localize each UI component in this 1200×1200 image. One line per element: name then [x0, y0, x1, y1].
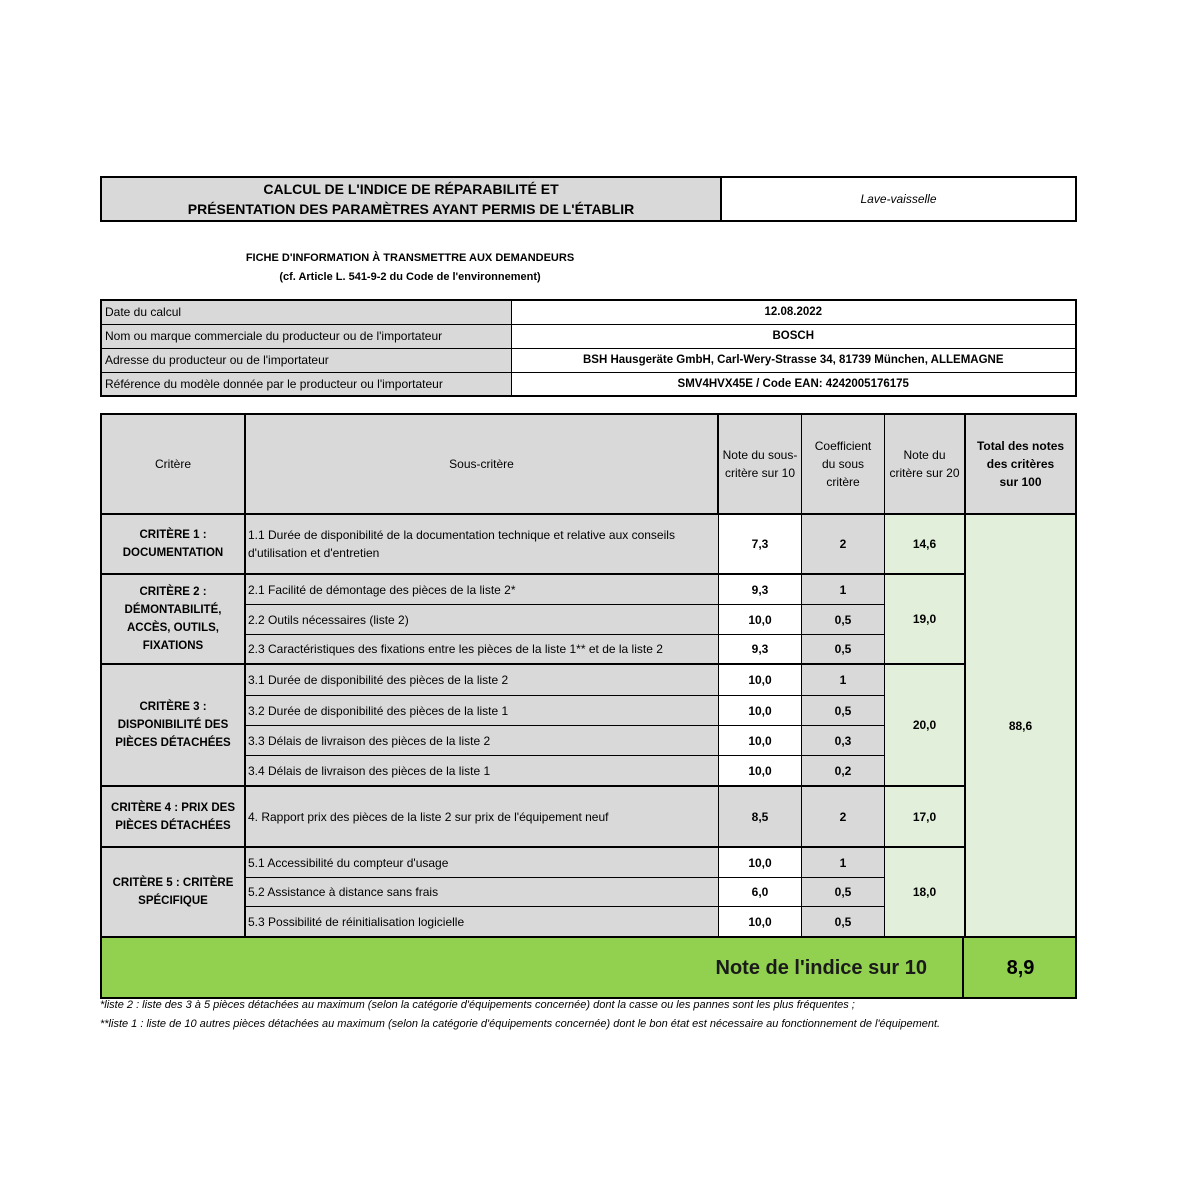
coef-3-2: 0,5	[802, 696, 885, 726]
criterion-2	[102, 575, 246, 665]
note-2-3: 9,3	[719, 635, 802, 665]
note-5-1: 10,0	[719, 848, 802, 878]
criterion-line: ACCÈS, OUTILS,	[126, 622, 219, 634]
header-line: Total des notes	[976, 439, 1065, 453]
note-5-2: 6,0	[719, 878, 802, 907]
header-total	[966, 415, 1075, 515]
criterion-4-score: 17,0	[885, 787, 966, 848]
sub-criterion-4: 4. Rapport prix des pièces de la liste 2 sur prix de l'équipement neuf	[246, 787, 719, 848]
note-5-3: 10,0	[719, 907, 802, 936]
score-table	[100, 413, 1077, 999]
coef-3-3: 0,3	[802, 726, 885, 756]
coef-4: 2	[802, 787, 885, 848]
criterion-1	[102, 515, 246, 575]
sub-criterion-5-3: 5.3 Possibilité de réinitialisation logicielle	[246, 907, 719, 936]
info-value: SMV4HVX45E / Code EAN: 4242005176175	[511, 372, 1076, 396]
coef-5-2: 0,5	[802, 878, 885, 907]
sub-criterion-line: 1.1 Durée de disponibilité de la documentation technique et relative aux conseils	[248, 528, 675, 542]
info-label: Adresse du producteur ou de l'importateur	[101, 348, 511, 372]
coef-5-1: 1	[802, 848, 885, 878]
header-coefficient	[802, 415, 885, 515]
sub-criterion-5-2: 5.2 Assistance à distance sans frais	[246, 878, 719, 907]
header-line: Note du sous-	[722, 448, 798, 462]
criterion-line: CRITÈRE 2 :	[139, 586, 207, 598]
criterion-line: SPÉCIFIQUE	[138, 895, 208, 907]
info-value: 12.08.2022	[511, 300, 1076, 324]
info-value: BSH Hausgeräte GmbH, Carl-Wery-Strasse 34, 81739 München, ALLEMAGNE	[511, 348, 1076, 372]
header-line: Coefficient	[814, 439, 872, 453]
criterion-line: CRITÈRE 4 : PRIX DES	[111, 801, 235, 814]
criterion-2-score: 19,0	[885, 575, 966, 665]
criterion-4	[102, 787, 246, 848]
sub-criterion-3-3: 3.3 Délais de livraison des pièces de la liste 2	[246, 726, 719, 756]
criterion-line: DOCUMENTATION	[122, 547, 224, 559]
subtitle	[100, 249, 720, 287]
coef-2-3: 0,5	[802, 635, 885, 665]
info-row-model	[101, 372, 1076, 396]
header-line: critère sur 10	[724, 466, 796, 480]
criterion-5	[102, 848, 246, 936]
note-3-1: 10,0	[719, 665, 802, 696]
info-table	[100, 299, 1077, 397]
header-line: critère sur 20	[889, 466, 960, 480]
note-3-4: 10,0	[719, 756, 802, 787]
footnote-1: *liste 2 : liste des 3 à 5 pièces détachées au maximum (selon la catégorie d'équipements concernée) dont la casse ou les pannes sont les plus fréquentes ;	[100, 999, 855, 1011]
header-line: Note du	[903, 448, 946, 462]
coef-3-4: 0,2	[802, 756, 885, 787]
note-4: 8,5	[719, 787, 802, 848]
criterion-5-score: 18,0	[885, 848, 966, 936]
sub-criterion-2-1: 2.1 Facilité de démontage des pièces de la liste 2*	[246, 575, 719, 605]
header-line: du sous	[821, 457, 865, 471]
header-note-sous-critere	[719, 415, 802, 515]
criterion-1-score: 14,6	[885, 515, 966, 575]
coef-2-1: 1	[802, 575, 885, 605]
header-sous-critere-text: Sous-critère	[449, 457, 514, 471]
note-2-1: 9,3	[719, 575, 802, 605]
info-row-brand	[101, 324, 1076, 348]
criterion-line: PIÈCES DÉTACHÉES	[115, 819, 231, 832]
subtitle-line-2: (cf. Article L. 541-9-2 du Code de l'environnement)	[279, 271, 541, 283]
total-score: 88,6	[966, 515, 1075, 936]
sub-criterion-1-1	[246, 515, 719, 575]
criterion-3	[102, 665, 246, 787]
index-value: 8,9	[1006, 957, 1035, 979]
index-score-band	[102, 936, 1075, 997]
sub-criterion-2-3: 2.3 Caractéristiques des fixations entre les pièces de la liste 1** et de la liste 2	[246, 635, 719, 665]
criterion-line: PIÈCES DÉTACHÉES	[115, 737, 231, 749]
coef-2-2: 0,5	[802, 605, 885, 635]
footnote-2: **liste 1 : liste de 10 autres pièces détachées au maximum (selon la catégorie d'équipements concernée) dont le bon état est nécessaire au fonctionnement de l'équipement.	[100, 1018, 941, 1030]
header-line: critère	[826, 475, 860, 489]
criterion-line: FIXATIONS	[142, 640, 204, 652]
document-header	[100, 176, 1077, 222]
coef-1-1: 2	[802, 515, 885, 575]
header-critere-text: Critère	[154, 457, 191, 471]
coef-3-1: 1	[802, 665, 885, 696]
info-value: BOSCH	[511, 324, 1076, 348]
sub-criterion-3-1: 3.1 Durée de disponibilité des pièces de la liste 2	[246, 665, 719, 696]
criterion-3-score: 20,0	[885, 665, 966, 787]
criterion-line: CRITÈRE 5 : CRITÈRE	[112, 877, 234, 889]
subtitle-line-1: FICHE D'INFORMATION À TRANSMETTRE AUX DEMANDEURS	[245, 252, 575, 264]
header-line: sur 100	[999, 475, 1042, 489]
sub-criterion-line: d'utilisation et d'entretien	[248, 546, 380, 560]
note-3-3: 10,0	[719, 726, 802, 756]
info-label: Nom ou marque commerciale du producteur ou de l'importateur	[101, 324, 511, 348]
sub-criterion-2-2: 2.2 Outils nécessaires (liste 2)	[246, 605, 719, 635]
index-label: Note de l'indice sur 10	[102, 938, 964, 999]
note-3-2: 10,0	[719, 696, 802, 726]
sub-criterion-3-4: 3.4 Délais de livraison des pièces de la liste 1	[246, 756, 719, 787]
criterion-line: DISPONIBILITÉ DES	[117, 719, 229, 731]
header-note-critere	[885, 415, 966, 515]
info-label: Référence du modèle donnée par le producteur ou l'importateur	[101, 372, 511, 396]
sub-criterion-3-2: 3.2 Durée de disponibilité des pièces de la liste 1	[246, 696, 719, 726]
criterion-line: DÉMONTABILITÉ,	[124, 604, 222, 616]
criterion-line: CRITÈRE 1 :	[139, 529, 207, 541]
header-critere	[102, 415, 246, 515]
info-row-date	[101, 300, 1076, 324]
title-line-2: PRÉSENTATION DES PARAMÈTRES AYANT PERMIS DE L'ÉTABLIR	[187, 201, 635, 217]
criterion-line: CRITÈRE 3 :	[139, 701, 207, 713]
title-line-1: CALCUL DE L'INDICE DE RÉPARABILITÉ ET	[263, 181, 559, 197]
info-label: Date du calcul	[101, 300, 511, 324]
product-category: Lave-vaisselle	[860, 192, 937, 206]
header-line: des critères	[986, 457, 1055, 471]
note-2-2: 10,0	[719, 605, 802, 635]
header-sous-critere	[246, 415, 719, 515]
coef-5-3: 0,5	[802, 907, 885, 936]
sub-criterion-5-1: 5.1 Accessibilité du compteur d'usage	[246, 848, 719, 878]
note-1-1: 7,3	[719, 515, 802, 575]
document-title	[102, 178, 722, 220]
info-row-address	[101, 348, 1076, 372]
